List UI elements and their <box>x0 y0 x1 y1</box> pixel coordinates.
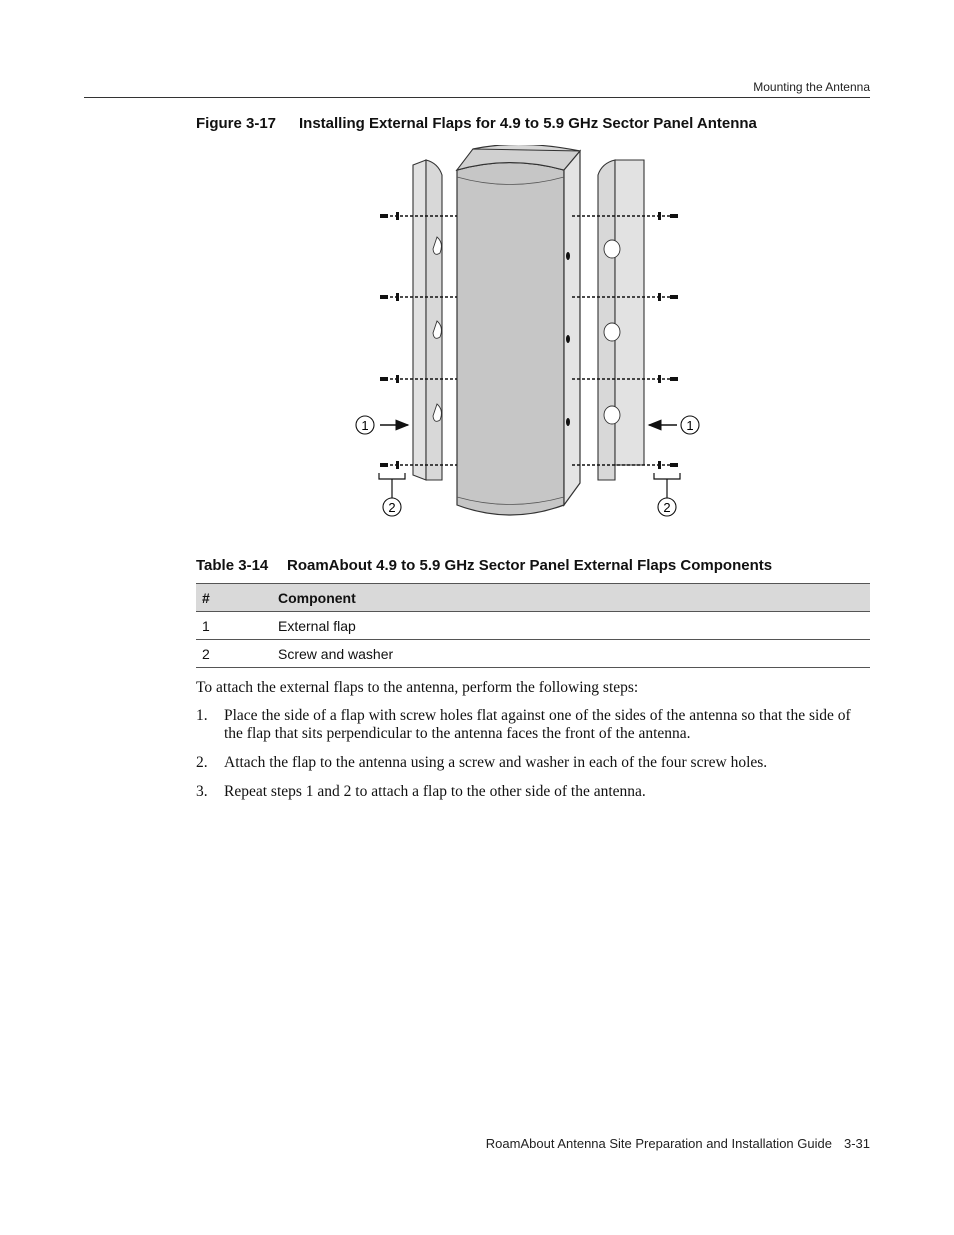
column-header-component: Component <box>272 584 870 612</box>
callout-1-left <box>356 416 408 434</box>
antenna-body <box>457 145 580 515</box>
figure-caption <box>196 115 870 132</box>
components-table <box>196 583 870 668</box>
step-text: Place the side of a flap with screw holes flat against one of the sides of the antenna so that the side of the flap that sits perpendicular to the antenna faces the front of the antenna. <box>224 707 851 742</box>
figure-title: Installing External Flaps for 4.9 to 5.9 GHz Sector Panel Antenna <box>299 115 757 132</box>
list-item <box>196 707 870 743</box>
antenna-flap-figure <box>340 145 710 525</box>
table-number: Table 3-14 <box>196 557 269 574</box>
table-row <box>196 612 870 640</box>
list-item <box>196 783 870 801</box>
step-number: 1. <box>196 707 208 724</box>
row-number: 2 <box>196 640 272 668</box>
callout-1-right-label: 1 <box>686 418 694 433</box>
header-rule <box>84 97 870 98</box>
figure-number: Figure 3-17 <box>196 115 277 132</box>
page-number: 3-31 <box>843 1136 870 1151</box>
step-text: Attach the flap to the antenna using a screw and washer in each of the four screw holes. <box>224 754 768 771</box>
table-row <box>196 640 870 668</box>
intro-paragraph: To attach the external flaps to the antenna, perform the following steps: <box>196 679 639 696</box>
step-text: Repeat steps 1 and 2 to attach a flap to the other side of the antenna. <box>224 783 646 800</box>
step-number: 3. <box>196 783 208 800</box>
table-caption <box>196 557 870 574</box>
table-header-row <box>196 584 870 612</box>
row-number: 1 <box>196 612 272 640</box>
antenna-illustration <box>340 145 710 525</box>
callout-2-right-label: 2 <box>663 500 671 515</box>
step-number: 2. <box>196 754 208 771</box>
callout-1-right <box>649 416 699 434</box>
right-external-flap <box>598 160 644 480</box>
callout-2-left <box>379 473 405 516</box>
callout-2-left-label: 2 <box>388 500 396 515</box>
callout-2-right <box>654 473 680 516</box>
list-item <box>196 754 870 772</box>
column-header-number: # <box>196 584 272 612</box>
row-component: Screw and washer <box>272 640 870 668</box>
left-external-flap <box>413 160 442 480</box>
running-header: Mounting the Antenna <box>753 80 870 94</box>
left-screws <box>380 212 399 469</box>
right-screws <box>658 212 678 469</box>
table-title: RoamAbout 4.9 to 5.9 GHz Sector Panel External Flaps Components <box>287 557 773 574</box>
row-component: External flap <box>272 612 870 640</box>
guide-title: RoamAbout Antenna Site Preparation and Installation Guide <box>485 1136 832 1151</box>
steps-list <box>196 707 870 812</box>
running-footer <box>486 1136 870 1151</box>
callout-1-left-label: 1 <box>361 418 369 433</box>
